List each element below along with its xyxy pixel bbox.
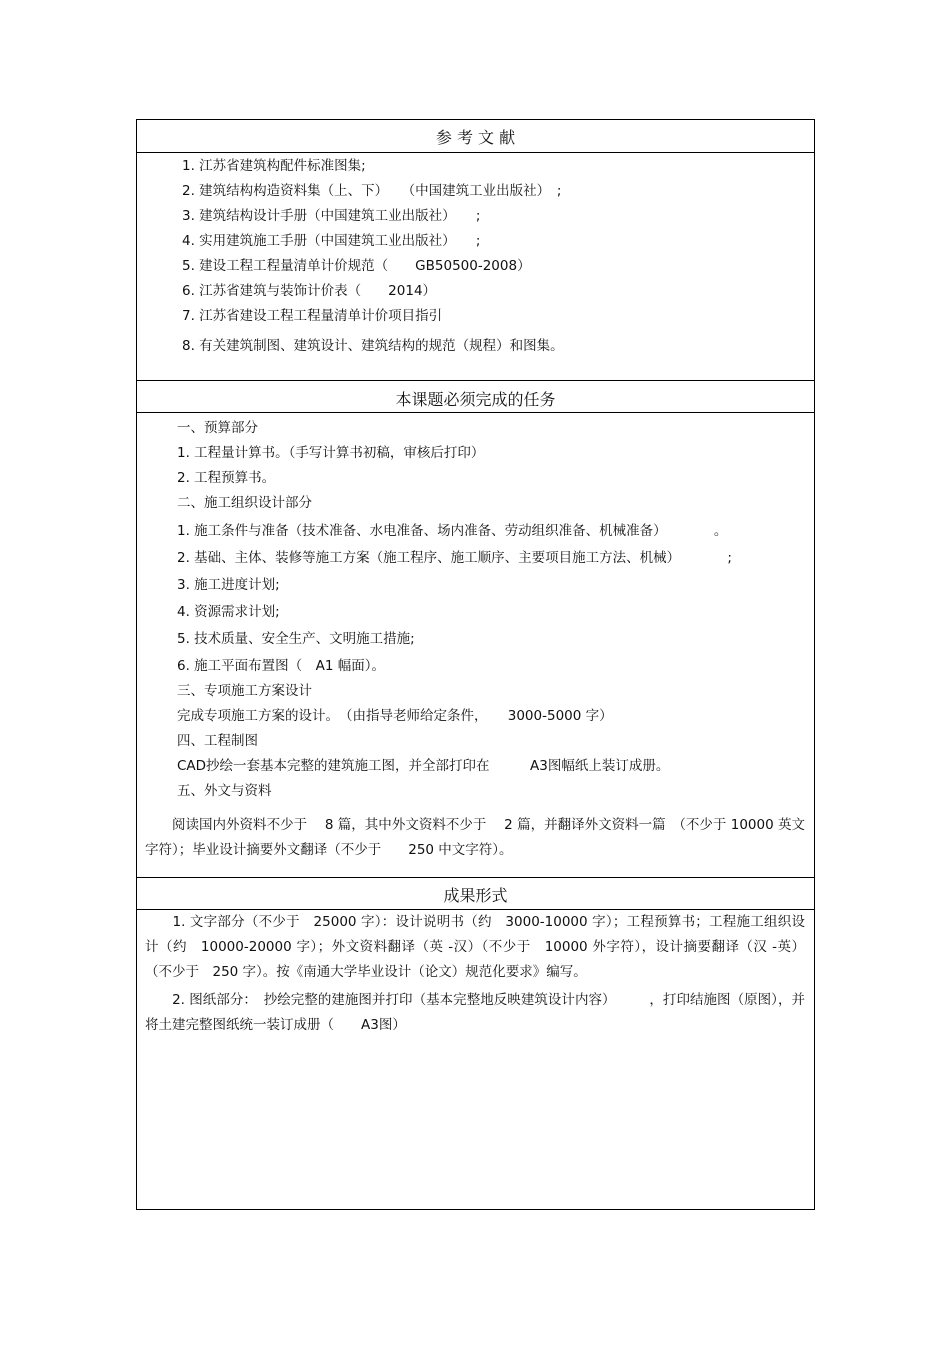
divider xyxy=(137,380,814,381)
results-paragraph-1: 1. 文字部分（不少于 25000 字）：设计说明书（约 3000-10000 字）；工程预算书；工程施工组织设计（约 10000-20000 字）；外文资料翻译（英 -汉）（不少于 10000 外字符），设计摘要翻译（汉 -英）（不少于 250 字）。按《南通大学毕业设计（论文）规范化要求》编写。 xyxy=(145,914,805,980)
reference-item: 7. 江苏省建设工程工程量清单计价项目指引 xyxy=(182,308,443,324)
form-table xyxy=(136,119,815,1210)
task-line: 1. 施工条件与准备（技术准备、水电准备、场内准备、劳动组织准备、机械准备） 。 xyxy=(177,523,728,539)
reference-item: 1. 江苏省建筑构配件标准图集; xyxy=(182,158,366,174)
reference-item: 2. 建筑结构构造资料集（上、下） （中国建筑工业出版社） ; xyxy=(182,183,562,199)
task-line: 4. 资源需求计划; xyxy=(177,604,280,620)
task-line: 3. 施工进度计划; xyxy=(177,577,280,593)
reference-item: 6. 江苏省建筑与装饰计价表（ 2014） xyxy=(182,283,437,299)
task-line: 二、施工组织设计部分 xyxy=(177,495,312,511)
tasks-heading: 本课题必须完成的任务 xyxy=(395,390,556,409)
task-line: 四、工程制图 xyxy=(177,733,258,749)
results-heading: 成果形式 xyxy=(443,886,508,905)
divider xyxy=(137,152,814,153)
references-heading: 参 考 文 献 xyxy=(435,128,516,147)
divider xyxy=(137,412,814,413)
task-line: 五、外文与资料 xyxy=(177,783,272,799)
task-line: 一、预算部分 xyxy=(177,420,258,436)
task-line: 5. 技术质量、安全生产、文明施工措施; xyxy=(177,631,415,647)
reading-paragraph: 阅读国内外资料不少于 8 篇，其中外文资料不少于 2 篇，并翻译外文资料一篇 （不少于 10000 英文字符）；毕业设计摘要外文翻译（不少于 250 中文字符）。 xyxy=(145,817,805,858)
results-paragraph-2: 2. 图纸部分： 抄绘完整的建施图并打印（基本完整地反映建筑设计内容） ，打印结施图（原图），并将土建完整图纸统一装订成册（ A3图） xyxy=(145,992,805,1033)
task-line: 1. 工程量计算书。（手写计算书初稿，审核后打印） xyxy=(177,445,485,461)
task-line: 完成专项施工方案的设计。 （由指导老师给定条件， 3000-5000 字） xyxy=(177,708,613,724)
divider xyxy=(137,877,814,878)
task-line: 6. 施工平面布置图（ A1 幅面）。 xyxy=(177,658,386,674)
reference-item: 8. 有关建筑制图、建筑设计、建筑结构的规范（规程）和图集。 xyxy=(182,338,564,354)
task-line: 2. 基础、主体、装修等施工方案（施工程序、施工顺序、主要项目施工方法、机械） ; xyxy=(177,550,732,566)
reference-item: 3. 建筑结构设计手册（中国建筑工业出版社） ; xyxy=(182,208,481,224)
reference-item: 5. 建设工程工程量清单计价规范（ GB50500-2008） xyxy=(182,258,531,274)
task-line: CAD抄绘一套基本完整的建筑施工图，并全部打印在 A3图幅纸上装订成册。 xyxy=(177,758,670,774)
reference-item: 4. 实用建筑施工手册（中国建筑工业出版社） ; xyxy=(182,233,481,249)
task-line: 三、专项施工方案设计 xyxy=(177,683,312,699)
task-line: 2. 工程预算书。 xyxy=(177,470,276,486)
